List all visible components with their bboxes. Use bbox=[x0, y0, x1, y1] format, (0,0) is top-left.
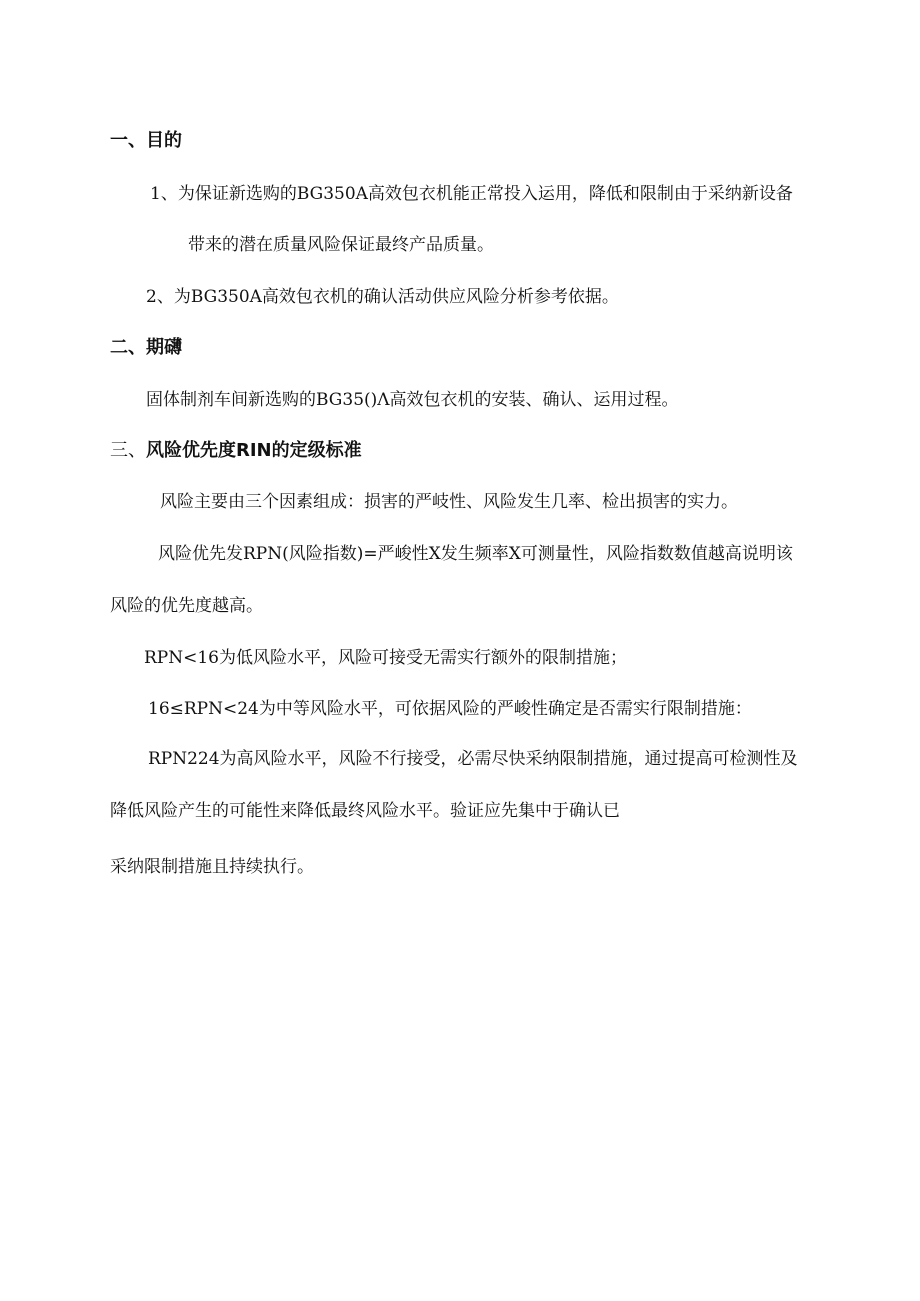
section-3-heading bbox=[110, 440, 362, 462]
section-3-paragraph-rpn-high-cont: 降低风险产生的可能性来降低最终风险水平。验证应先集中于确认已 bbox=[110, 801, 620, 821]
section-2-heading: 二、期礴 bbox=[110, 337, 182, 358]
section-3-heading-title: 风险优先度RIN的定级标准 bbox=[146, 440, 362, 461]
section-3-paragraph-2-cont: 风险的优先度越高。 bbox=[110, 596, 263, 616]
section-2-paragraph-1: 固体制剂车间新选购的BG35()Λ高效包衣机的安装、确认、运用过程。 bbox=[146, 390, 679, 410]
section-3-paragraph-rpn-mid: 16≤RPN<24为中等风险水平，可依据风险的严峻性确定是否需实行限制措施： bbox=[148, 699, 752, 719]
section-3-heading-prefix: 三、 bbox=[110, 440, 146, 461]
section-3-paragraph-rpn-high: RPN224为高风险水平，风险不行接受，必需尽快采纳限制措施，通过提高可检测性及 bbox=[148, 749, 798, 769]
section-3-paragraph-1: 风险主要由三个因素组成：损害的严岐性、风险发生几率、检出损害的实力。 bbox=[160, 492, 738, 512]
section-3-paragraph-rpn-high-end: 采纳限制措施且持续执行。 bbox=[110, 857, 314, 877]
section-1-paragraph-1-cont: 带来的潜在质量风险保证最终产品质量。 bbox=[188, 235, 494, 255]
section-1-paragraph-2: 2、为BG350A高效包衣机的确认活动供应风险分析参考依据。 bbox=[146, 287, 619, 307]
section-3-paragraph-rpn-low: RPN<16为低风险水平，风险可接受无需实行额外的限制措施； bbox=[144, 648, 627, 668]
section-3-paragraph-2: 风险优先发RPN(风险指数)=严峻性X发生频率X可测量性，风险指数数值越高说明该 bbox=[158, 544, 793, 564]
section-1-paragraph-1: 1、为保证新选购的BG350A高效包衣机能正常投入运用，降低和限制由于采纳新设备 bbox=[150, 184, 793, 204]
section-1-heading: 一、目的 bbox=[110, 130, 182, 151]
